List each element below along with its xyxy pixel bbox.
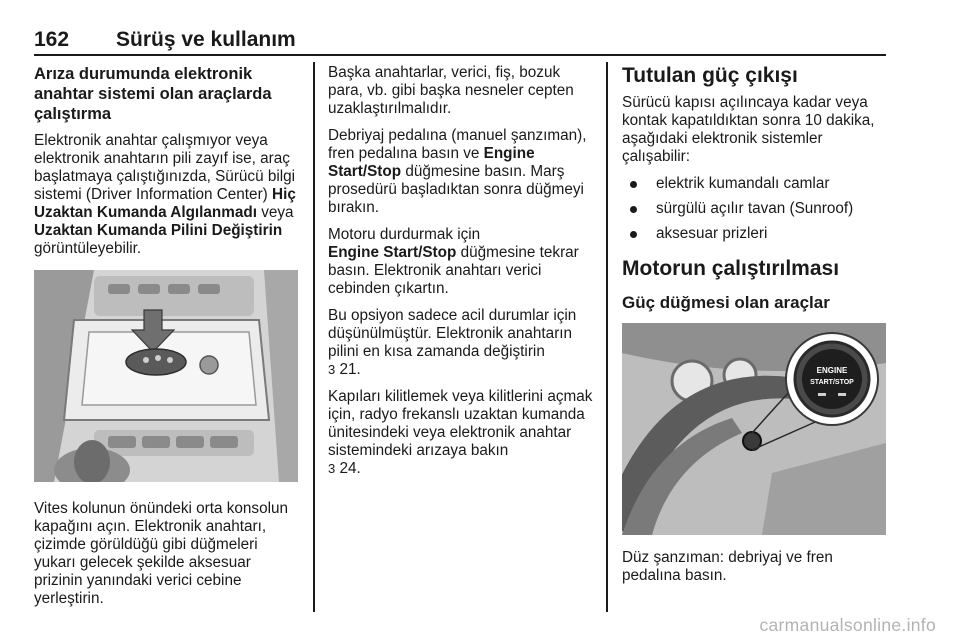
lock-paragraph: Kapıları kilitlemek veya kilitlerini açmak için, radyo frekanslı uzaktan kumanda ünitesindeki veya elektronik anahtar sistemindeki arızaya bakın 3 24. [328,388,593,477]
page-ref-icon: 3 [328,362,336,377]
console-pocket-illustration [34,270,298,482]
remove-objects-paragraph: Başka anahtarlar, verici, fiş, bozuk para, vb. gibi başka nesneler cepten uzaklaştırılmalıdır. [328,64,574,117]
page-number: 162 [34,28,70,51]
list-item: sürgülü açılır tavan (Sunroof) [622,200,890,218]
start-procedure-paragraph: Debriyaj pedalına (manuel şanzıman), fren pedalına basın ve Engine Start/Stop düğmesine basın. Marş prosedürü başladıktan sonra düğmeyi bırakın. [328,127,587,216]
engine-start-heading: Motorun çalıştırılması [622,257,840,280]
column-2 [328,64,594,487]
bullet-icon [630,231,637,238]
fallback-start-heading: Arıza durumunda elektronik anahtar sistemi olan araçlarda çalıştırma [34,65,272,123]
console-instruction-paragraph: Vites kolunun önündeki orta konsolun kapağını açın. Elektronik anahtarı, çizimde görüldüğü gibi düğmeleri yukarı gelecek şekilde aksesuar prizinin yanındaki verici cebine yerleştirin. [34,500,288,607]
retained-power-list [622,175,890,243]
bullet-icon [630,206,637,213]
page-ref-link[interactable]: 24. [335,460,361,477]
start-stop-button-label: START/STOP [810,379,854,386]
engine-button-label: ENGINE [816,366,848,375]
dashboard-power-button-illustration [622,323,886,535]
emergency-paragraph: Bu opsiyon sadece acil durumlar için düşünülmüştür. Elektronik anahtarın pilini en kısa zamanda değiştirin 3 21. [328,307,577,378]
watermark: carmanualsonline.info [759,615,936,635]
manual-transmission-caption: Düz şanzıman: debriyaj ve fren pedalına basın. [622,549,833,584]
retained-power-heading: Tutulan güç çıkışı [622,64,798,87]
bullet-icon [630,181,637,188]
column-divider-1 [313,62,315,612]
list-item: elektrik kumandalı camlar [622,175,890,193]
column-1 [34,64,302,617]
stop-engine-paragraph: Motoru durdurmak için Engine Start/Stop düğmesine tekrar basın. Elektronik anahtarı verici cebinden çıkartın. [328,226,579,297]
section-title: Sürüş ve kullanım [116,28,296,51]
header-rule [34,54,886,56]
column-divider-2 [606,62,608,612]
retained-power-intro: Sürücü kapısı açılıncaya kadar veya kontak kapatıldıktan sonra 10 dakika, aşağıdaki elektronik sistemler çalışabilir: [622,94,875,165]
page-ref-link[interactable]: 21. [335,361,361,378]
power-button-subheading: Güç düğmesi olan araçlar [622,293,830,312]
list-item: aksesuar prizleri [622,225,890,243]
column-3 [622,64,890,594]
page-ref-icon: 3 [328,461,336,476]
fallback-start-paragraph: Elektronik anahtar çalışmıyor veya elektronik anahtarın pili zayıf ise, araç başlatmaya çalıştığınızda, Sürücü bilgi sistemi (Driver Information Center) Hiç Uzaktan Kumanda Algılanmadı veya Uzaktan Kumanda Pilini Değiştirin görüntüleyebilir. [34,132,296,257]
